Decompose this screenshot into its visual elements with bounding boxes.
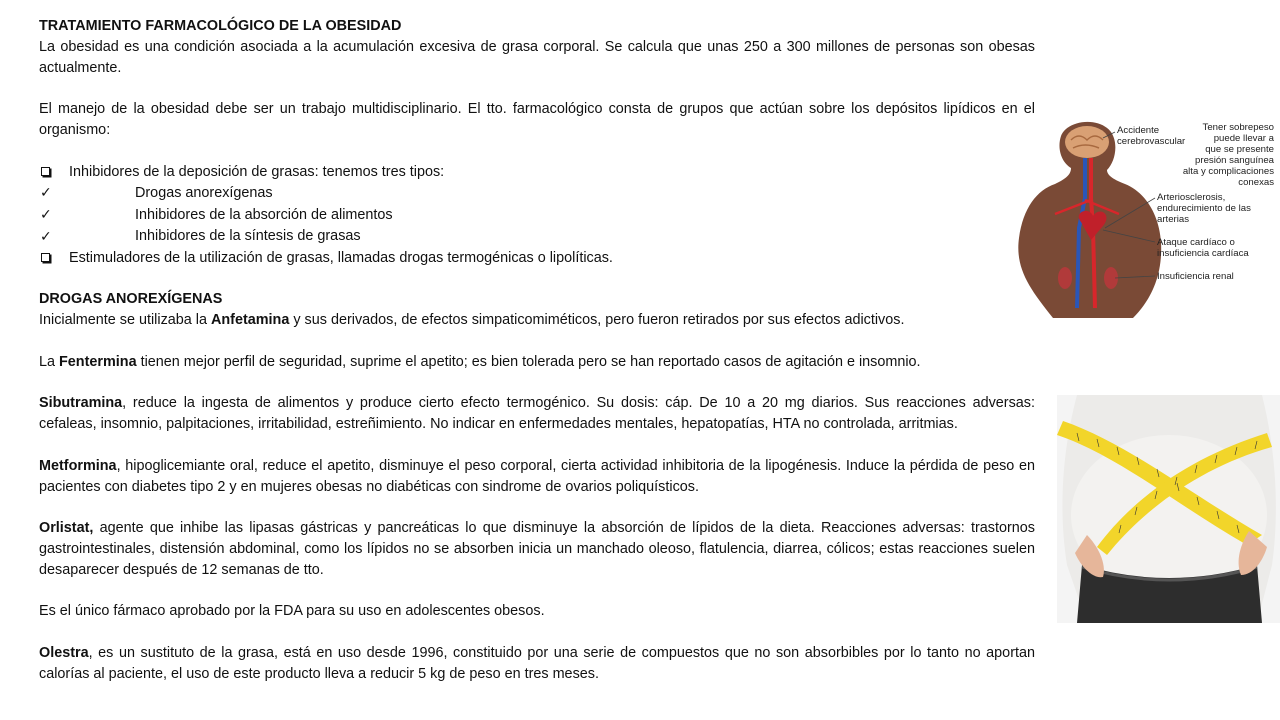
label-arterio-line3: arterias bbox=[1157, 214, 1189, 225]
square-bullet-icon bbox=[39, 248, 69, 269]
paragraph-olestra: Olestra, es un sustituto de la grasa, está en uso desde 1996, constituido por una serie de compuestos que no son absorbibles por lo tanto no aportan calorías al paciente, el uso de este producto lleva a reducir 5 kg de peso en tres meses. bbox=[39, 644, 1035, 682]
paragraph-fentermina: La Fentermina tienen mejor perfil de seguridad, suprime el apetito; es bien tolerada pero se han reportado casos de agitación e insomnio. bbox=[39, 353, 921, 370]
checkmark-icon: ✓ bbox=[40, 184, 52, 201]
label-bp-line3: que se presente bbox=[1205, 144, 1274, 155]
document-body bbox=[39, 16, 1035, 685]
bullet-item: Estimuladores de la utilización de grasas, llamadas drogas termogénicas o lipolíticas. bbox=[39, 248, 1035, 269]
label-heart-line1: Ataque cardíaco o bbox=[1157, 237, 1235, 248]
label-bp-line6: conexas bbox=[1238, 177, 1274, 188]
checkmark-icon: ✓ bbox=[40, 206, 52, 223]
paragraph-fda: Es el único fármaco aprobado por la FDA para su uso en adolescentes obesos. bbox=[39, 603, 545, 620]
section-heading: DROGAS ANOREXÍGENAS bbox=[39, 291, 223, 308]
label-stroke-line2: cerebrovascular bbox=[1117, 136, 1186, 147]
label-bp-line1: Tener sobrepeso bbox=[1202, 122, 1274, 133]
label-bp-line2: puede llevar a bbox=[1213, 133, 1274, 144]
label-arterio-line1: Arteriosclerosis, bbox=[1157, 192, 1226, 203]
paragraph-orlistat: Orlistat, agente que inhibe las lipasas gástricas y pancreáticas lo que disminuye la absorción de lípidos de la dieta. Reacciones adversas: trastornos gastrointestinales, distensión abdominal, como los lípidos no se absorben inicia un manchado oleoso, flatulencia, diarrea, cólicos; estas reacciones suelen desaparecer después de 12 semanas de tto. bbox=[39, 520, 1035, 578]
paragraph-metformina: Metformina, hipoglicemiante oral, reduce el apetito, disminuye el peso corporal, cierta actividad inhibitoria de la lipogénesis. Induce la pérdida de peso en pacientes con diabetes tipo 2 y en mujeres obesas no diabéticas con sindrome de ovarios poliquísticos. bbox=[39, 457, 1035, 495]
paragraph-anfetamina: Inicialmente se utilizaba la Anfetamina y sus derivados, de efectos simpaticomiméticos, pero fueron retirados por sus efectos adictivos. bbox=[39, 312, 905, 329]
bullet-item: Inhibidores de la deposición de grasas: tenemos tres tipos: bbox=[39, 162, 1035, 183]
paragraph-intro: La obesidad es una condición asociada a la acumulación excesiva de grasa corporal. Se calcula que unas 250 a 300 millones de personas son obesas actualmente. bbox=[39, 38, 1035, 76]
paragraph-sibutramina: Sibutramina, reduce la ingesta de alimentos y produce cierto efecto termogénico. Su dosis: cáp. De 10 a 20 mg diarios. Sus reacciones adversas: cefaleas, insomnio, palpitaciones, irritabilidad, estreñimiento. No indicar en enfermedades mentales, hepatopatías, HTA no controlada, arritmias. bbox=[39, 395, 1035, 433]
label-bp-line4: presión sanguínea bbox=[1195, 155, 1274, 166]
measuring-tape-waist-photo bbox=[1057, 395, 1280, 623]
checkmark-icon: ✓ bbox=[40, 227, 52, 244]
bullet-item: ✓ Inhibidores de la absorción de alimentos bbox=[39, 204, 1035, 226]
label-stroke-line1: Accidente bbox=[1117, 125, 1160, 136]
bullet-item: ✓ Drogas anorexígenas bbox=[39, 182, 1035, 204]
document-title: TRATAMIENTO FARMACOLÓGICO DE LA OBESIDAD bbox=[39, 18, 402, 34]
label-bp-line5: alta y complicaciones bbox=[1182, 166, 1274, 177]
label-arterio-line2: endurecimiento de las bbox=[1157, 203, 1251, 214]
obesity-complications-illustration bbox=[1015, 118, 1280, 318]
bullet-item: ✓ Inhibidores de la síntesis de grasas bbox=[39, 226, 1035, 248]
square-bullet-icon bbox=[39, 162, 69, 183]
paragraph-management: El manejo de la obesidad debe ser un trabajo multidisciplinario. El tto. farmacológico consta de grupos que actúan sobre los depósitos lipídicos en el organismo: bbox=[39, 101, 1035, 138]
label-heart-line2: insuficiencia cardíaca bbox=[1157, 248, 1249, 259]
label-renal: Insuficiencia renal bbox=[1157, 271, 1234, 282]
